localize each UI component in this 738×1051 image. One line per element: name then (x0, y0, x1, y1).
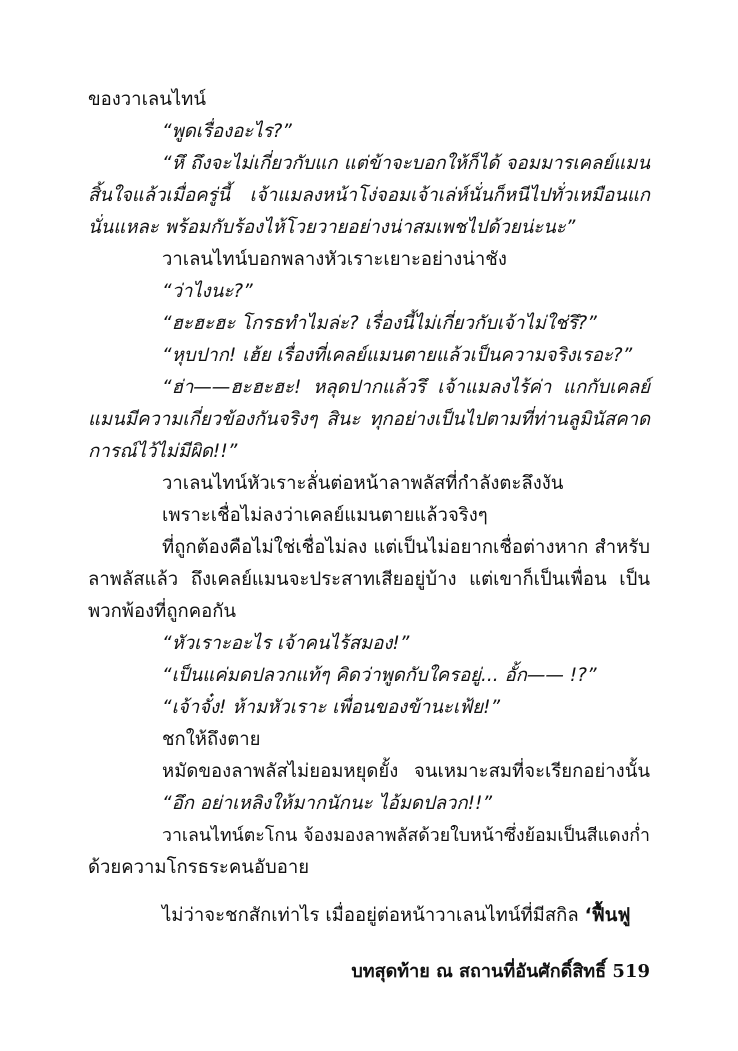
text-line: ของวาเลนไทน์ (88, 89, 207, 110)
skill-name: ‘ฟื้นฟู (584, 905, 631, 926)
text-line: ที่ถูกต้องคือไม่ใช่เชื่อไม่ลง แต่เป็นไม่อยากเชื่อต่างหาก สำหรับ (162, 537, 650, 558)
text-line: พวกพ้องที่ถูกคอกัน (88, 601, 237, 622)
text-line: เพราะเชื่อไม่ลงว่าเคลย์แมนตายแล้วจริงๆ (162, 505, 488, 526)
text-line: วาเลนไทน์หัวเราะลั่นต่อหน้าลาพลัสที่กำลังตะลึงงัน (162, 473, 564, 494)
dialogue-line: “หัวเราะอะไร เจ้าคนไร้สมอง!” (162, 633, 410, 654)
text-line: ชกให้ถึงตาย (162, 729, 261, 750)
dialogue-line: การณ์ไว้ไม่มีผิด!!” (88, 441, 238, 462)
dialogue-line: “ฮ่า——ฮะฮะฮะ! หลุดปากแล้วรึ เจ้าแมลงไร้ค่า แกกับเคลย์ (162, 377, 650, 398)
text-line-main: ไม่ว่าจะชกสักเท่าไร เมื่ออยู่ต่อหน้าวาเลนไทน์ที่มีสกิล (162, 905, 585, 926)
text-line: หมัดของลาพลัสไม่ยอมหยุดยั้ง จนเหมาะสมที่จะเรียกอย่างนั้น (162, 761, 650, 782)
dialogue-line: สิ้นใจแล้วเมื่อครู่นี้ เจ้าแมลงหน้าโง่จอมเจ้าเล่ห์นั่นก็หนีไปทั่วเหมือนแก (88, 185, 650, 206)
text-line: วาเลนไทน์บอกพลางหัวเราะเยาะอย่างน่าชัง (162, 249, 507, 270)
text-line: วาเลนไทน์ตะโกน จ้องมองลาพลัสด้วยใบหน้าซึ่งย้อมเป็นสีแดงก่ำ (162, 826, 650, 846)
dialogue-line: “ฮะฮะฮะ โกรธทำไมล่ะ? เรื่องนี้ไม่เกี่ยวกับเจ้าไม่ใช่รึ?” (162, 313, 597, 334)
dialogue-line: “หุบปาก! เฮ้ย เรื่องที่เคลย์แมนตายแล้วเป็นความจริงเรอะ?” (162, 345, 633, 366)
dialogue-line: “ว่าไงนะ?” (162, 281, 253, 302)
text-line: ลาพลัสแล้ว ถึงเคลย์แมนจะประสาทเสียอยู่บ้าง แต่เขาก็เป็นเพื่อน เป็น (88, 569, 650, 590)
text-line: ด้วยความโกรธระคนอับอาย (88, 857, 310, 878)
text-line (162, 900, 650, 932)
dialogue-line: “หึ ถึงจะไม่เกี่ยวกับแก แต่ข้าจะบอกให้ก็ได้ จอมมารเคลย์แมน (162, 153, 650, 174)
dialogue-line: “เจ้าจั๋ง! ห้ามหัวเราะ เพื่อนของข้านะเฟ้ย!” (162, 697, 501, 718)
dialogue-line: นั่นแหละ พร้อมกับร้องไห้โวยวายอย่างน่าสมเพชไปด้วยน่ะนะ” (88, 217, 576, 238)
dialogue-line: แมนมีความเกี่ยวข้องกันจริงๆ สินะ ทุกอย่างเป็นไปตามที่ท่านลูมินัสคาด (88, 409, 650, 430)
dialogue-line: “เป็นแค่มดปลวกแท้ๆ คิดว่าพูดกับใครอยู่... อั้ก—— !?” (162, 665, 597, 686)
page-footer: บทสุดท้าย ณ สถานที่อันศักดิ์สิทธิ์ 519 (351, 961, 650, 982)
dialogue-line: “อึก อย่าเหลิงให้มากนักนะ ไอ้มดปลวก!!” (162, 793, 493, 814)
dialogue-line: “พูดเรื่องอะไร?” (162, 121, 292, 142)
